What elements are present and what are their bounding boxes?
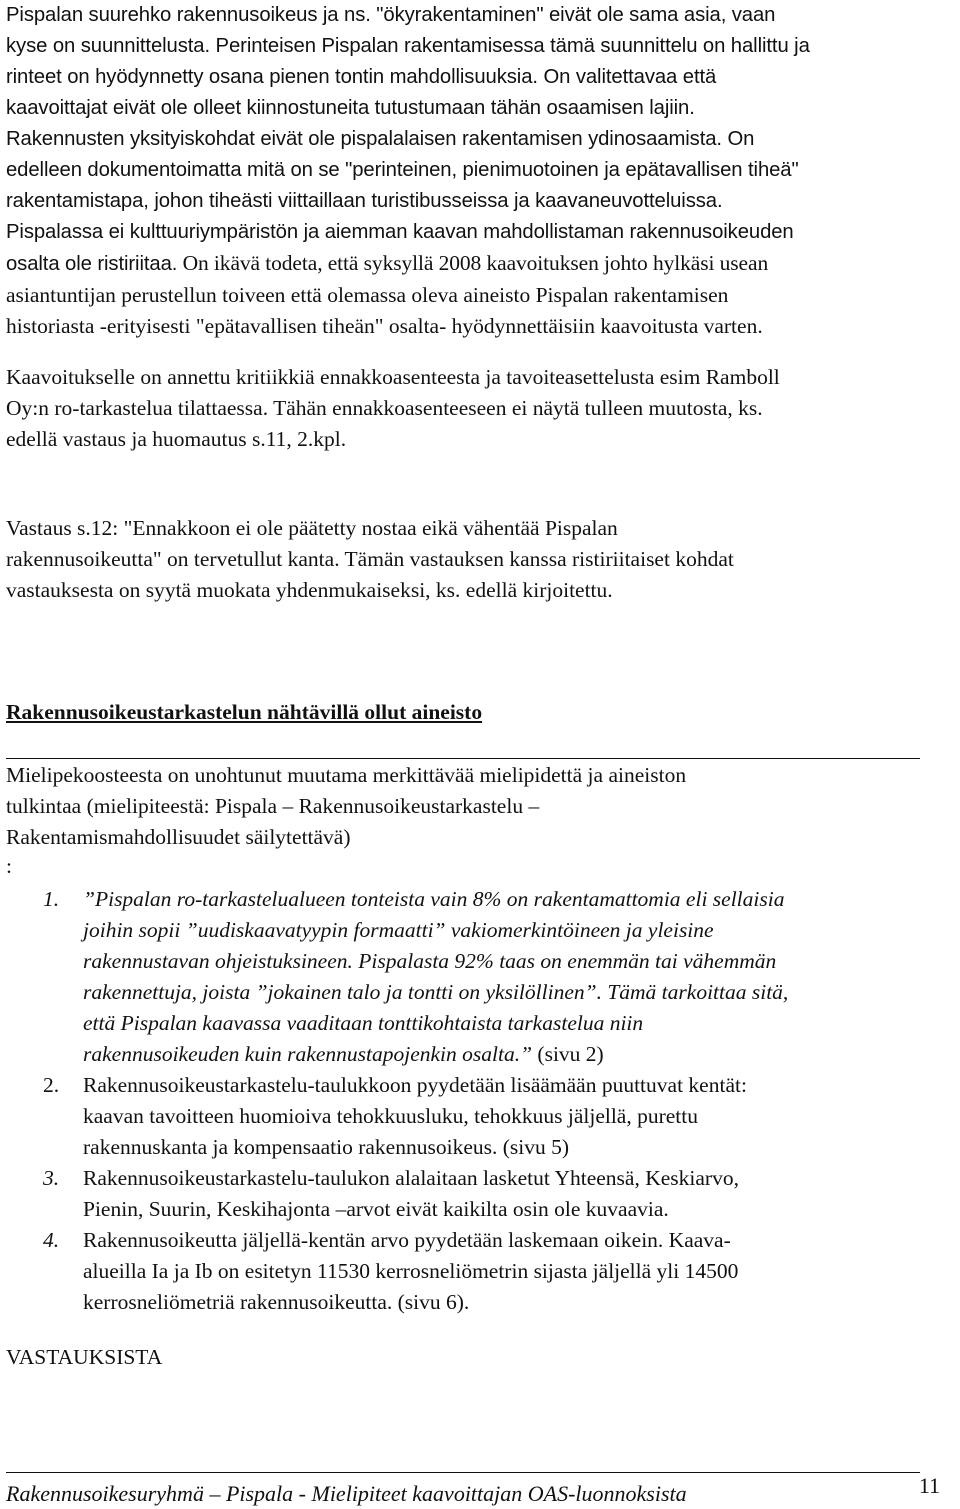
text-line: rinteet on hyödynnetty osana pienen tontin mahdollisuuksia. On valitettavaa että <box>6 66 717 88</box>
text-line: Rakennusoikeustarkastelu-taulukon alalaitaan lasketut Yhteensä, Keskiarvo, <box>83 1166 739 1190</box>
list-number: 3. <box>43 1166 60 1190</box>
text-line: tulkintaa (mielipiteestä: Pispala – Rakennusoikeustarkastelu – <box>6 794 540 818</box>
text-line: rakennettuja, joista ”jokainen talo ja tontti on yksilöllinen”. Tämä tarkoittaa sitä, <box>83 980 789 1004</box>
text-line: kerrosneliömetriä rakennusoikeutta. (sivu 6). <box>83 1290 470 1314</box>
paragraph-rakentaminen <box>6 0 810 342</box>
text-line: kaavoittajat eivät ole olleet kiinnostuneita tutustumaan tähän osaamisen lajiin. <box>6 97 695 119</box>
text-line: : <box>6 854 12 878</box>
text-line: rakennustavan ohjeistuksineen. Pispalasta 92% taas on enemmän tai vähemmän <box>83 949 777 973</box>
text-line: edelleen dokumentoimatta mitä on se "perinteinen, pienimuotoinen ja epätavallisen tiheä" <box>6 159 799 181</box>
text-line: alueilla Ia ja Ib on esitetyn 11530 kerrosneliömetrin sijasta jäljellä yli 14500 <box>83 1259 739 1283</box>
text-line: Kaavoitukselle on annettu kritiikkiä ennakkoasenteesta ja tavoiteasettelusta esim Ramboll <box>6 365 780 389</box>
list-item <box>6 1225 954 1318</box>
text-line: rakennuskanta ja kompensaatio rakennusoikeus. (sivu 5) <box>83 1135 570 1159</box>
text-line: Rakennusoikeustarkastelu-taulukkoon pyydetään lisäämään puuttuvat kentät: <box>83 1073 747 1097</box>
text-line: joihin sopii ”uudiskaavatyypin formaatti” vakiomerkintöineen ja yleisine <box>83 918 714 942</box>
vastauksista-label: VASTAUKSISTA <box>6 1345 163 1369</box>
text-line: rakentamistapa, johon tiheästi viittaillaan turistibusseissa ja kaavaneuvotteluissa. <box>6 190 723 212</box>
list-item <box>6 1070 954 1163</box>
text-line: Pispalan suurehko rakennusoikeus ja ns. "ökyrakentaminen" eivät ole sama asia, vaan <box>6 4 776 26</box>
text-line: Vastaus s.12: "Ennakkoon ei ole päätetty nostaa eikä vähentää Pispalan <box>6 516 618 540</box>
text-line: osalta ole ristiriitaa. <box>6 253 178 275</box>
text-line: edellä vastaus ja huomautus s.11, 2.kpl. <box>6 427 347 451</box>
text-line: Pienin, Suurin, Keskihajonta –arvot eivät kaikilta osin ole kuvaavia. <box>83 1197 669 1221</box>
text-line: Rakennusoikeutta jäljellä-kentän arvo pyydetään laskemaan oikein. Kaava- <box>83 1228 731 1252</box>
text-line: vastauksesta on syytä muokata yhdenmukaiseksi, ks. edellä kirjoitettu. <box>6 578 613 602</box>
footer-text: Rakennusoikesuryhmä – Pispala - Mielipiteet kaavoittajan OAS-luonnoksista <box>6 1481 687 1506</box>
text-line: Pispalassa ei kulttuuriympäristön ja aiemman kaavan mahdollistaman rakennusoikeuden <box>6 221 794 243</box>
text-line: kyse on suunnittelusta. Perinteisen Pispalan rakentamisessa tämä suunnittelu on hallittu ja <box>6 35 810 57</box>
horizontal-rule <box>6 758 920 759</box>
text-line: Mielipekoosteesta on unohtunut muutama merkittävää mielipidettä ja aineiston <box>6 763 687 787</box>
text-line: Rakentamismahdollisuudet säilytettävä) <box>6 825 351 849</box>
text-line: asiantuntijan perustellun toiveen että olemassa oleva aineisto Pispalan rakentamisen <box>6 283 729 307</box>
list-number: 2. <box>43 1073 60 1097</box>
text-line: On ikävä todeta, että syksyllä 2008 kaavoituksen johto hylkäsi usean <box>177 251 769 275</box>
text-line: rakennusoikeuden kuin rakennustapojenkin osalta.” <box>83 1042 533 1066</box>
list-number: 4. <box>43 1228 60 1252</box>
list-item <box>6 884 954 1070</box>
footer-rule <box>6 1472 920 1473</box>
paragraph-intro <box>6 760 686 879</box>
text-line: ”Pispalan ro-tarkastelualueen tonteista vain 8% on rakentamattomia eli sellaisia <box>83 887 785 911</box>
text-line: rakennusoikeutta" on tervetullut kanta. Tämän vastauksen kanssa ristiriitaiset kohdat <box>6 547 734 571</box>
section-heading: Rakennusoikeustarkastelun nähtävillä ollut aineisto <box>6 700 483 724</box>
text-line: Rakennusten yksityiskohdat eivät ole pispalalaisen rakentamisen ydinosaamista. On <box>6 128 755 150</box>
text-line: historiasta -erityisesti "epätavallisen tiheän" osalta- hyödynnettäisiin kaavoitusta varten. <box>6 314 763 338</box>
paragraph-kritiikki <box>6 362 780 455</box>
paragraph-vastaus <box>6 513 734 606</box>
page-reference: (sivu 2) <box>532 1042 604 1066</box>
text-line: Oy:n ro-tarkastelua tilattaessa. Tähän ennakkoasenteeseen ei näytä tulleen muutosta, ks. <box>6 396 763 420</box>
list-item <box>6 1163 954 1225</box>
list-number: 1. <box>43 887 60 911</box>
text-line: kaavan tavoitteen huomioiva tehokkuusluku, tehokkuus jäljellä, purettu <box>83 1104 698 1128</box>
text-line: että Pispalan kaavassa vaaditaan tonttikohtaista tarkastelua niin <box>83 1011 644 1035</box>
numbered-list <box>6 884 954 1318</box>
page-number: 11 <box>918 1473 940 1498</box>
